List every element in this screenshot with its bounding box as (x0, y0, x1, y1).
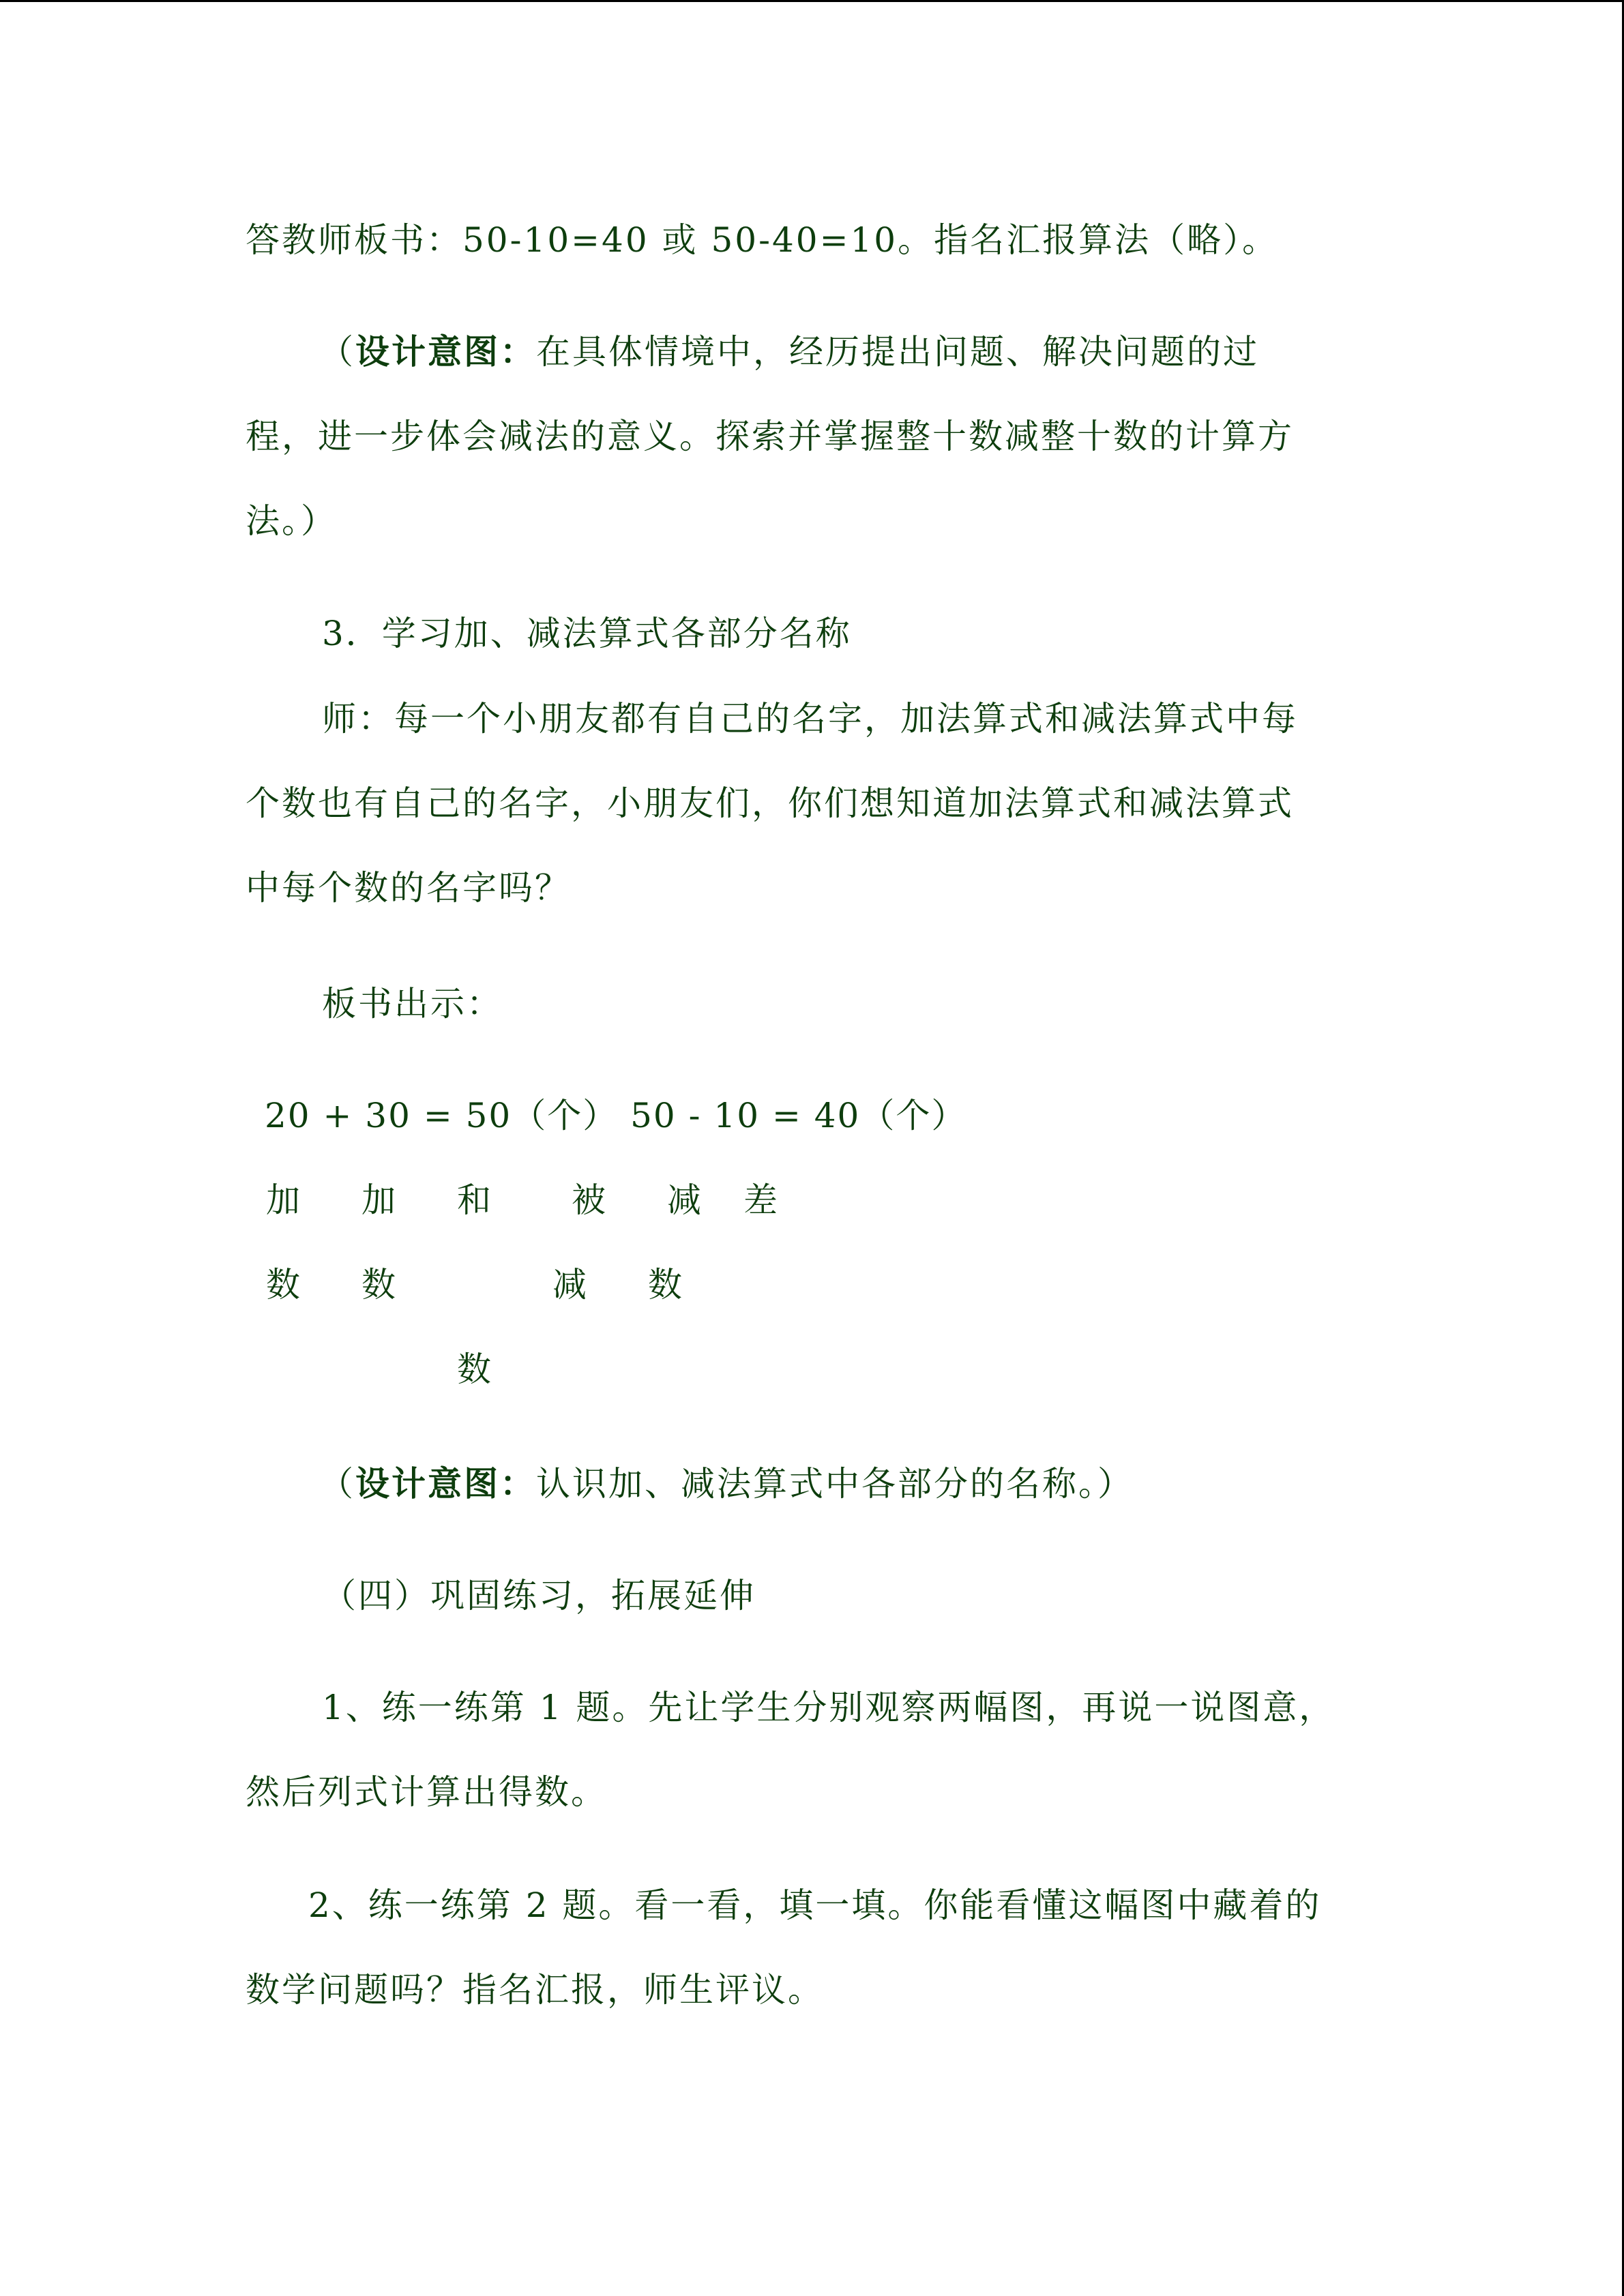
section-3-title: 3．学习加、减法算式各部分名称 (322, 614, 852, 653)
label-sum: 和 (457, 1180, 491, 1220)
teacher-line-1: 师：每一个小朋友都有自己的名字，加法算式和减法算式中每 (322, 699, 1298, 739)
design-intent-1-text: 在具体情境中，经历提出问题、解决问题的过 (536, 332, 1259, 372)
design-intent-2-open-paren: （ (319, 1464, 355, 1504)
design-intent-2 (319, 1463, 1134, 1504)
label-subtrahend-top: 减 (667, 1180, 701, 1220)
label-minuend-bottom: 数 (457, 1350, 491, 1389)
label-addend-1-top: 加 (266, 1180, 300, 1220)
design-intent-1-label: 设计意图： (355, 331, 536, 372)
design-intent-1-line-1 (319, 331, 1259, 372)
design-intent-1-line-2: 程，进一步体会减法的意义。探索并掌握整十数减整十数的计算方 (246, 417, 1294, 456)
exercise-1-line-1: 1、练一练第 1 题。先让学生分别观察两幅图，再说一说图意， (322, 1688, 1335, 1727)
board-equation: 20 + 30 = 50（个） 50 - 10 = 40（个） (265, 1096, 967, 1135)
label-addend-2-bottom: 数 (361, 1265, 396, 1304)
exercise-2-line-1: 2、练一练第 2 题。看一看，填一填。你能看懂这幅图中藏着的 (308, 1885, 1322, 1925)
design-intent-1-open-paren: （ (319, 332, 355, 372)
label-subtrahend-bottom: 数 (648, 1265, 682, 1304)
label-addend-2-top: 加 (361, 1180, 396, 1220)
teacher-line-2: 个数也有自己的名字，小朋友们，你们想知道加法算式和减法算式 (246, 784, 1294, 823)
section-4-title: （四）巩固练习，拓展延伸 (322, 1576, 756, 1615)
design-intent-2-label: 设计意图： (355, 1463, 536, 1504)
board-intro: 板书出示： (322, 984, 503, 1024)
page-border-top (0, 0, 1624, 2)
label-difference: 差 (743, 1180, 778, 1220)
label-addend-1-bottom: 数 (266, 1265, 300, 1304)
exercise-2-line-2: 数学问题吗？指名汇报，师生评议。 (246, 1970, 824, 2010)
label-minuend-mid: 减 (552, 1265, 587, 1304)
exercise-1-line-2: 然后列式计算出得数。 (246, 1772, 607, 1812)
paragraph-board-result: 答教师板书：50-10=40 或 50-40=10。指名汇报算法（略）。 (246, 220, 1279, 260)
design-intent-2-text: 认识加、减法算式中各部分的名称。） (536, 1464, 1134, 1504)
label-minuend-top: 被 (572, 1180, 606, 1220)
design-intent-1-line-3: 法。） (246, 501, 337, 541)
teacher-line-3: 中每个数的名字吗？ (246, 868, 571, 908)
